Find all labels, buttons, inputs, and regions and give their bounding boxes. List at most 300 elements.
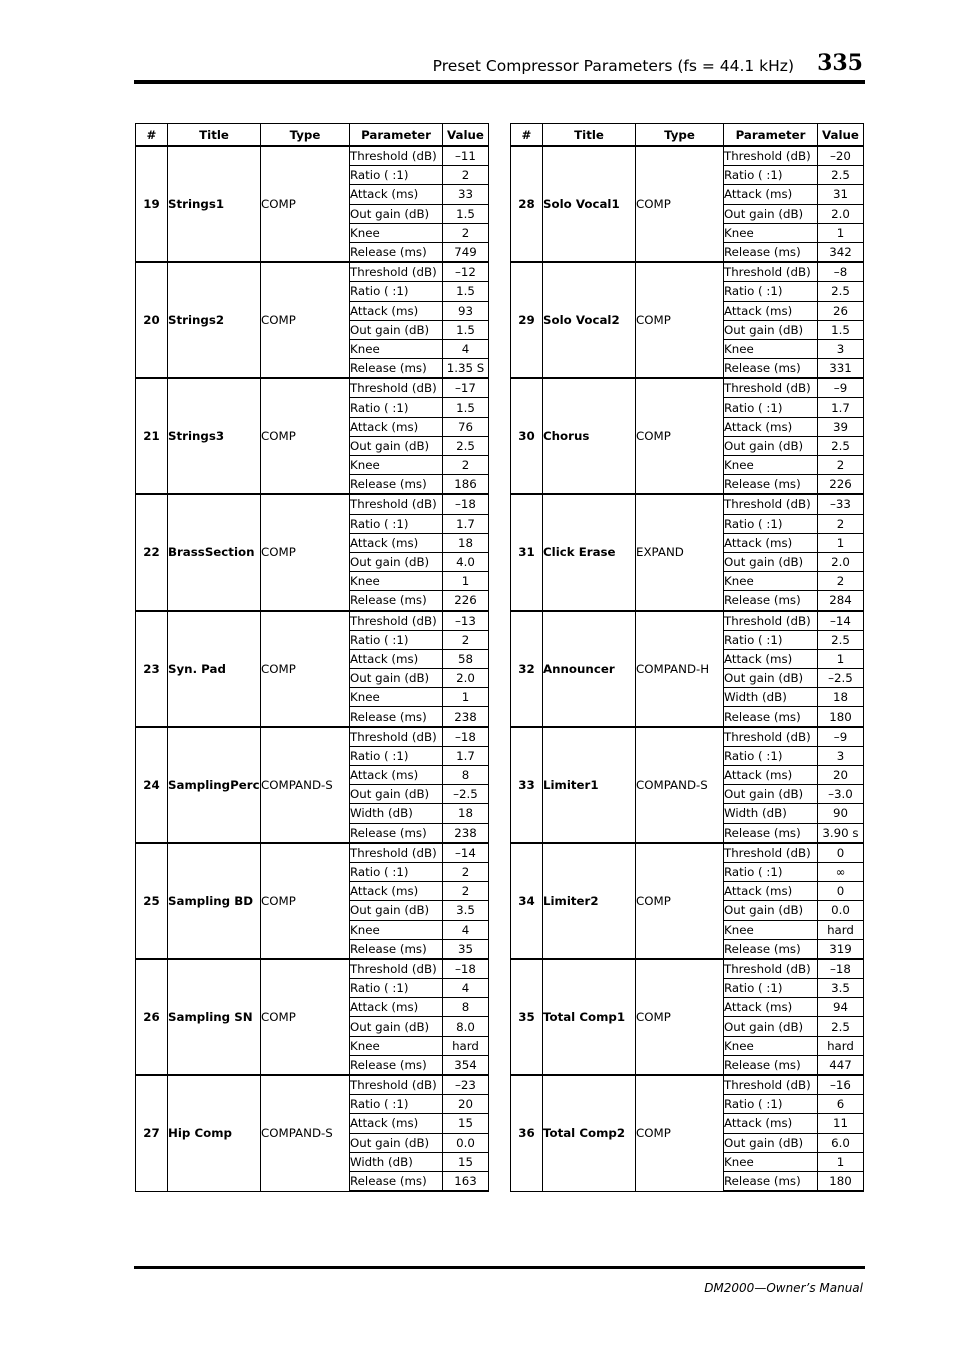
preset-type: COMP bbox=[261, 611, 350, 727]
preset-type: COMP bbox=[636, 843, 724, 959]
parameter-name: Attack (ms) bbox=[724, 417, 818, 436]
parameter-name: Out gain (dB) bbox=[350, 436, 443, 455]
parameter-value: 1 bbox=[818, 533, 864, 552]
preset-number: 30 bbox=[511, 378, 543, 494]
preset-type: COMP bbox=[636, 959, 724, 1075]
table-row bbox=[511, 146, 864, 166]
parameter-value: hard bbox=[443, 1036, 489, 1055]
preset-title: Limiter1 bbox=[543, 727, 636, 843]
table-header-row bbox=[136, 124, 489, 147]
parameter-name: Release (ms) bbox=[724, 707, 818, 727]
parameter-value: 2 bbox=[818, 514, 864, 533]
table-row bbox=[136, 494, 489, 514]
parameter-value: 18 bbox=[443, 804, 489, 823]
preset-number: 22 bbox=[136, 494, 168, 610]
parameter-value: 180 bbox=[818, 707, 864, 727]
parameter-name: Knee bbox=[350, 572, 443, 591]
parameter-name: Out gain (dB) bbox=[724, 1133, 818, 1152]
column-header-num: # bbox=[511, 124, 543, 147]
table-row bbox=[136, 727, 489, 747]
column-header-type: Type bbox=[636, 124, 724, 147]
parameter-value: –14 bbox=[818, 611, 864, 631]
parameter-value: 226 bbox=[443, 591, 489, 611]
parameter-name: Release (ms) bbox=[350, 1171, 443, 1191]
parameter-name: Threshold (dB) bbox=[724, 727, 818, 747]
table-row bbox=[511, 843, 864, 863]
parameter-value: 6.0 bbox=[818, 1133, 864, 1152]
parameter-name: Out gain (dB) bbox=[350, 1017, 443, 1036]
parameter-value: 2.5 bbox=[818, 630, 864, 649]
preset-type: COMP bbox=[261, 146, 350, 262]
parameter-value: 2.5 bbox=[818, 166, 864, 185]
preset-number: 28 bbox=[511, 146, 543, 262]
parameter-name: Width (dB) bbox=[350, 1152, 443, 1171]
parameter-name: Knee bbox=[350, 920, 443, 939]
parameter-name: Attack (ms) bbox=[350, 998, 443, 1017]
parameter-name: Knee bbox=[350, 456, 443, 475]
header-rule bbox=[134, 80, 865, 84]
parameter-name: Attack (ms) bbox=[724, 766, 818, 785]
parameter-value: –2.5 bbox=[443, 785, 489, 804]
parameter-name: Out gain (dB) bbox=[724, 1017, 818, 1036]
parameter-name: Ratio ( :1) bbox=[724, 1095, 818, 1114]
preset-title: Syn. Pad bbox=[168, 611, 261, 727]
parameter-value: 1 bbox=[818, 649, 864, 668]
parameter-value: –20 bbox=[818, 146, 864, 166]
parameter-value: 238 bbox=[443, 823, 489, 843]
table-row bbox=[511, 378, 864, 398]
parameter-value: –13 bbox=[443, 611, 489, 631]
parameter-value: –2.5 bbox=[818, 669, 864, 688]
preset-title: Strings3 bbox=[168, 378, 261, 494]
parameter-value: –18 bbox=[443, 727, 489, 747]
preset-type: COMP bbox=[636, 1075, 724, 1191]
parameter-name: Out gain (dB) bbox=[724, 320, 818, 339]
parameter-value: 284 bbox=[818, 591, 864, 611]
preset-type: COMP bbox=[261, 959, 350, 1075]
parameter-value: hard bbox=[818, 920, 864, 939]
parameter-value: –18 bbox=[443, 959, 489, 979]
parameter-value: 1.5 bbox=[443, 398, 489, 417]
parameter-value: –11 bbox=[443, 146, 489, 166]
parameter-name: Release (ms) bbox=[724, 242, 818, 262]
parameter-value: 2.5 bbox=[818, 436, 864, 455]
preset-number: 21 bbox=[136, 378, 168, 494]
parameter-name: Width (dB) bbox=[350, 804, 443, 823]
parameter-name: Out gain (dB) bbox=[724, 436, 818, 455]
parameter-value: –14 bbox=[443, 843, 489, 863]
preset-number: 29 bbox=[511, 262, 543, 378]
parameter-value: 4 bbox=[443, 920, 489, 939]
parameter-name: Knee bbox=[724, 223, 818, 242]
preset-number: 32 bbox=[511, 611, 543, 727]
parameter-value: 447 bbox=[818, 1055, 864, 1075]
parameter-name: Threshold (dB) bbox=[350, 378, 443, 398]
parameter-value: 2.0 bbox=[443, 669, 489, 688]
preset-number: 31 bbox=[511, 494, 543, 610]
parameter-value: 8 bbox=[443, 998, 489, 1017]
parameter-name: Release (ms) bbox=[350, 359, 443, 379]
parameter-value: 20 bbox=[818, 766, 864, 785]
preset-title: SamplingPerc bbox=[168, 727, 261, 843]
parameter-value: 3.90 s bbox=[818, 823, 864, 843]
parameter-value: 76 bbox=[443, 417, 489, 436]
parameter-name: Ratio ( :1) bbox=[724, 282, 818, 301]
parameter-name: Knee bbox=[350, 688, 443, 707]
table-row bbox=[136, 262, 489, 282]
parameter-value: 18 bbox=[818, 688, 864, 707]
preset-type: COMP bbox=[261, 494, 350, 610]
preset-number: 33 bbox=[511, 727, 543, 843]
parameter-value: –16 bbox=[818, 1075, 864, 1095]
preset-title: Limiter2 bbox=[543, 843, 636, 959]
parameter-name: Attack (ms) bbox=[350, 1114, 443, 1133]
parameter-value: 39 bbox=[818, 417, 864, 436]
table-row bbox=[136, 146, 489, 166]
parameter-value: 93 bbox=[443, 301, 489, 320]
parameter-name: Knee bbox=[350, 1036, 443, 1055]
parameter-value: 3 bbox=[818, 339, 864, 358]
parameter-name: Attack (ms) bbox=[724, 533, 818, 552]
parameter-name: Ratio ( :1) bbox=[724, 979, 818, 998]
parameter-name: Ratio ( :1) bbox=[724, 630, 818, 649]
parameter-name: Threshold (dB) bbox=[350, 494, 443, 514]
preset-title: Strings1 bbox=[168, 146, 261, 262]
parameter-name: Threshold (dB) bbox=[350, 146, 443, 166]
table-row bbox=[511, 1075, 864, 1095]
parameter-value: 1 bbox=[818, 223, 864, 242]
parameter-name: Attack (ms) bbox=[724, 998, 818, 1017]
parameter-name: Attack (ms) bbox=[724, 185, 818, 204]
preset-number: 25 bbox=[136, 843, 168, 959]
parameter-name: Knee bbox=[724, 1036, 818, 1055]
parameter-name: Release (ms) bbox=[350, 475, 443, 495]
parameter-name: Ratio ( :1) bbox=[350, 166, 443, 185]
parameter-name: Attack (ms) bbox=[350, 766, 443, 785]
parameter-value: 354 bbox=[443, 1055, 489, 1075]
parameter-name: Threshold (dB) bbox=[350, 262, 443, 282]
parameter-value: –17 bbox=[443, 378, 489, 398]
parameter-value: 0 bbox=[818, 882, 864, 901]
preset-type: EXPAND bbox=[636, 494, 724, 610]
preset-type: COMP bbox=[636, 262, 724, 378]
parameter-name: Threshold (dB) bbox=[350, 727, 443, 747]
parameter-name: Release (ms) bbox=[724, 1055, 818, 1075]
parameter-name: Release (ms) bbox=[350, 1055, 443, 1075]
parameter-value: 11 bbox=[818, 1114, 864, 1133]
parameter-value: 3.5 bbox=[818, 979, 864, 998]
parameter-value: 1.5 bbox=[818, 320, 864, 339]
parameter-value: 4 bbox=[443, 979, 489, 998]
table-row bbox=[136, 611, 489, 631]
parameter-value: 2 bbox=[443, 166, 489, 185]
parameter-value: 2.5 bbox=[818, 282, 864, 301]
parameter-name: Ratio ( :1) bbox=[350, 282, 443, 301]
parameter-value: 1 bbox=[443, 572, 489, 591]
parameter-value: –33 bbox=[818, 494, 864, 514]
table-row bbox=[511, 727, 864, 747]
parameter-name: Release (ms) bbox=[724, 359, 818, 379]
preset-number: 20 bbox=[136, 262, 168, 378]
parameter-value: ∞ bbox=[818, 862, 864, 881]
parameter-value: –8 bbox=[818, 262, 864, 282]
preset-number: 26 bbox=[136, 959, 168, 1075]
parameter-value: –9 bbox=[818, 727, 864, 747]
preset-number: 23 bbox=[136, 611, 168, 727]
parameter-name: Attack (ms) bbox=[350, 882, 443, 901]
preset-type: COMP bbox=[261, 262, 350, 378]
table-row bbox=[136, 378, 489, 398]
parameter-value: 15 bbox=[443, 1114, 489, 1133]
table-row bbox=[511, 262, 864, 282]
parameter-value: 8.0 bbox=[443, 1017, 489, 1036]
parameter-name: Release (ms) bbox=[350, 707, 443, 727]
preset-type: COMP bbox=[261, 843, 350, 959]
table-header-row bbox=[511, 124, 864, 147]
parameter-name: Knee bbox=[724, 456, 818, 475]
preset-type: COMPAND-S bbox=[261, 1075, 350, 1191]
parameter-value: 1 bbox=[443, 688, 489, 707]
parameter-name: Threshold (dB) bbox=[724, 1075, 818, 1095]
parameter-value: 1.35 S bbox=[443, 359, 489, 379]
parameter-name: Ratio ( :1) bbox=[724, 862, 818, 881]
parameter-value: 2.5 bbox=[443, 436, 489, 455]
parameter-value: 3.5 bbox=[443, 901, 489, 920]
parameter-name: Threshold (dB) bbox=[724, 959, 818, 979]
parameter-value: 1.5 bbox=[443, 320, 489, 339]
parameter-name: Threshold (dB) bbox=[724, 262, 818, 282]
preset-number: 24 bbox=[136, 727, 168, 843]
parameter-value: 749 bbox=[443, 242, 489, 262]
preset-title: Solo Vocal2 bbox=[543, 262, 636, 378]
preset-type: COMPAND-H bbox=[636, 611, 724, 727]
parameter-name: Release (ms) bbox=[350, 242, 443, 262]
parameter-name: Width (dB) bbox=[724, 688, 818, 707]
parameter-name: Ratio ( :1) bbox=[724, 166, 818, 185]
parameter-value: 226 bbox=[818, 475, 864, 495]
parameter-value: 180 bbox=[818, 1171, 864, 1191]
page-number: 335 bbox=[817, 50, 863, 76]
parameter-value: 35 bbox=[443, 939, 489, 959]
preset-title: Announcer bbox=[543, 611, 636, 727]
column-header-parameter: Parameter bbox=[724, 124, 818, 147]
parameter-value: 1.7 bbox=[443, 746, 489, 765]
preset-title: Solo Vocal1 bbox=[543, 146, 636, 262]
parameter-value: 20 bbox=[443, 1095, 489, 1114]
preset-title: Total Comp1 bbox=[543, 959, 636, 1075]
preset-type: COMP bbox=[261, 378, 350, 494]
preset-title: Hip Comp bbox=[168, 1075, 261, 1191]
parameter-name: Ratio ( :1) bbox=[350, 398, 443, 417]
parameter-value: 186 bbox=[443, 475, 489, 495]
parameter-name: Threshold (dB) bbox=[350, 843, 443, 863]
parameter-name: Attack (ms) bbox=[724, 1114, 818, 1133]
preset-type: COMP bbox=[636, 378, 724, 494]
parameter-name: Ratio ( :1) bbox=[350, 514, 443, 533]
table-row bbox=[511, 611, 864, 631]
parameter-name: Ratio ( :1) bbox=[350, 862, 443, 881]
parameter-name: Out gain (dB) bbox=[350, 901, 443, 920]
column-header-title: Title bbox=[543, 124, 636, 147]
parameter-name: Attack (ms) bbox=[350, 185, 443, 204]
parameter-name: Threshold (dB) bbox=[724, 494, 818, 514]
parameter-value: 58 bbox=[443, 649, 489, 668]
parameter-value: 94 bbox=[818, 998, 864, 1017]
parameter-value: 18 bbox=[443, 533, 489, 552]
parameter-name: Attack (ms) bbox=[724, 649, 818, 668]
page-header bbox=[134, 50, 865, 80]
parameter-value: 2 bbox=[443, 456, 489, 475]
parameter-value: –23 bbox=[443, 1075, 489, 1095]
parameter-name: Ratio ( :1) bbox=[724, 746, 818, 765]
parameter-value: 2 bbox=[443, 630, 489, 649]
parameter-name: Out gain (dB) bbox=[724, 552, 818, 571]
parameter-name: Threshold (dB) bbox=[724, 843, 818, 863]
footer-text: DM2000—Owner’s Manual bbox=[704, 1281, 863, 1295]
parameter-value: 26 bbox=[818, 301, 864, 320]
footer-rule bbox=[134, 1266, 865, 1269]
preset-type: COMPAND-S bbox=[261, 727, 350, 843]
parameter-value: 0.0 bbox=[818, 901, 864, 920]
parameter-name: Release (ms) bbox=[724, 823, 818, 843]
parameter-name: Out gain (dB) bbox=[350, 204, 443, 223]
parameter-name: Attack (ms) bbox=[724, 882, 818, 901]
parameter-name: Out gain (dB) bbox=[724, 901, 818, 920]
parameter-value: 2 bbox=[818, 456, 864, 475]
parameter-name: Ratio ( :1) bbox=[350, 746, 443, 765]
column-header-value: Value bbox=[818, 124, 864, 147]
column-header-value: Value bbox=[443, 124, 489, 147]
preset-title: Sampling BD bbox=[168, 843, 261, 959]
parameter-name: Knee bbox=[724, 339, 818, 358]
parameter-name: Out gain (dB) bbox=[350, 320, 443, 339]
parameter-value: 2 bbox=[443, 882, 489, 901]
parameter-value: 0 bbox=[818, 843, 864, 863]
column-header-num: # bbox=[136, 124, 168, 147]
preset-type: COMPAND-S bbox=[636, 727, 724, 843]
parameter-value: 2 bbox=[443, 862, 489, 881]
parameter-name: Knee bbox=[350, 339, 443, 358]
parameter-name: Ratio ( :1) bbox=[350, 1095, 443, 1114]
parameter-value: 4 bbox=[443, 339, 489, 358]
parameter-name: Attack (ms) bbox=[350, 417, 443, 436]
parameter-name: Threshold (dB) bbox=[724, 378, 818, 398]
preset-number: 19 bbox=[136, 146, 168, 262]
parameter-value: 2 bbox=[818, 572, 864, 591]
parameter-name: Out gain (dB) bbox=[350, 785, 443, 804]
parameter-value: 342 bbox=[818, 242, 864, 262]
parameter-name: Out gain (dB) bbox=[350, 1133, 443, 1152]
parameter-value: –18 bbox=[443, 494, 489, 514]
preset-number: 36 bbox=[511, 1075, 543, 1191]
parameter-value: 2.0 bbox=[818, 204, 864, 223]
parameter-value: 2.0 bbox=[818, 552, 864, 571]
parameter-name: Attack (ms) bbox=[350, 533, 443, 552]
parameter-value: 31 bbox=[818, 185, 864, 204]
parameter-value: 6 bbox=[818, 1095, 864, 1114]
table-row bbox=[136, 959, 489, 979]
parameter-value: hard bbox=[818, 1036, 864, 1055]
parameter-name: Threshold (dB) bbox=[350, 959, 443, 979]
parameter-value: 2 bbox=[443, 223, 489, 242]
preset-title: Strings2 bbox=[168, 262, 261, 378]
table-row bbox=[511, 959, 864, 979]
parameter-value: 4.0 bbox=[443, 552, 489, 571]
parameter-value: 238 bbox=[443, 707, 489, 727]
parameter-value: –12 bbox=[443, 262, 489, 282]
parameter-name: Release (ms) bbox=[350, 591, 443, 611]
parameter-name: Release (ms) bbox=[724, 939, 818, 959]
parameter-name: Release (ms) bbox=[350, 823, 443, 843]
parameter-name: Knee bbox=[350, 223, 443, 242]
parameter-name: Attack (ms) bbox=[350, 301, 443, 320]
parameter-name: Attack (ms) bbox=[350, 649, 443, 668]
parameter-value: –18 bbox=[818, 959, 864, 979]
column-header-title: Title bbox=[168, 124, 261, 147]
parameter-name: Release (ms) bbox=[724, 1171, 818, 1191]
parameter-name: Width (dB) bbox=[724, 804, 818, 823]
parameter-name: Threshold (dB) bbox=[350, 1075, 443, 1095]
parameter-value: 1.7 bbox=[443, 514, 489, 533]
parameter-value: 33 bbox=[443, 185, 489, 204]
preset-title: Total Comp2 bbox=[543, 1075, 636, 1191]
parameter-value: 319 bbox=[818, 939, 864, 959]
parameter-name: Threshold (dB) bbox=[350, 611, 443, 631]
parameter-name: Knee bbox=[724, 920, 818, 939]
preset-title: BrassSection bbox=[168, 494, 261, 610]
parameter-name: Attack (ms) bbox=[724, 301, 818, 320]
table-row bbox=[136, 1075, 489, 1095]
parameter-name: Ratio ( :1) bbox=[724, 514, 818, 533]
parameter-name: Threshold (dB) bbox=[724, 611, 818, 631]
parameter-name: Out gain (dB) bbox=[350, 552, 443, 571]
parameter-value: 1.5 bbox=[443, 204, 489, 223]
parameter-name: Out gain (dB) bbox=[724, 669, 818, 688]
parameter-value: 3 bbox=[818, 746, 864, 765]
parameter-value: 1.5 bbox=[443, 282, 489, 301]
preset-type: COMP bbox=[636, 146, 724, 262]
table-row bbox=[136, 843, 489, 863]
page-title: Preset Compressor Parameters (fs = 44.1 kHz) bbox=[432, 57, 794, 75]
parameter-name: Ratio ( :1) bbox=[350, 979, 443, 998]
parameter-name: Release (ms) bbox=[350, 939, 443, 959]
parameter-value: 15 bbox=[443, 1152, 489, 1171]
parameter-name: Threshold (dB) bbox=[724, 146, 818, 166]
parameter-name: Out gain (dB) bbox=[350, 669, 443, 688]
preset-number: 27 bbox=[136, 1075, 168, 1191]
preset-table-left bbox=[135, 123, 489, 1192]
preset-title: Click Erase bbox=[543, 494, 636, 610]
parameter-name: Out gain (dB) bbox=[724, 204, 818, 223]
parameter-value: 90 bbox=[818, 804, 864, 823]
parameter-value: 1 bbox=[818, 1152, 864, 1171]
preset-title: Chorus bbox=[543, 378, 636, 494]
parameter-value: 8 bbox=[443, 766, 489, 785]
parameter-name: Knee bbox=[724, 1152, 818, 1171]
parameter-name: Ratio ( :1) bbox=[724, 398, 818, 417]
parameter-value: 2.5 bbox=[818, 1017, 864, 1036]
parameter-value: 0.0 bbox=[443, 1133, 489, 1152]
parameter-name: Release (ms) bbox=[724, 475, 818, 495]
parameter-value: 163 bbox=[443, 1171, 489, 1191]
column-header-type: Type bbox=[261, 124, 350, 147]
parameter-name: Release (ms) bbox=[724, 591, 818, 611]
parameter-value: 331 bbox=[818, 359, 864, 379]
column-header-parameter: Parameter bbox=[350, 124, 443, 147]
parameter-name: Out gain (dB) bbox=[724, 785, 818, 804]
preset-table-right bbox=[510, 123, 864, 1192]
parameter-value: 1.7 bbox=[818, 398, 864, 417]
